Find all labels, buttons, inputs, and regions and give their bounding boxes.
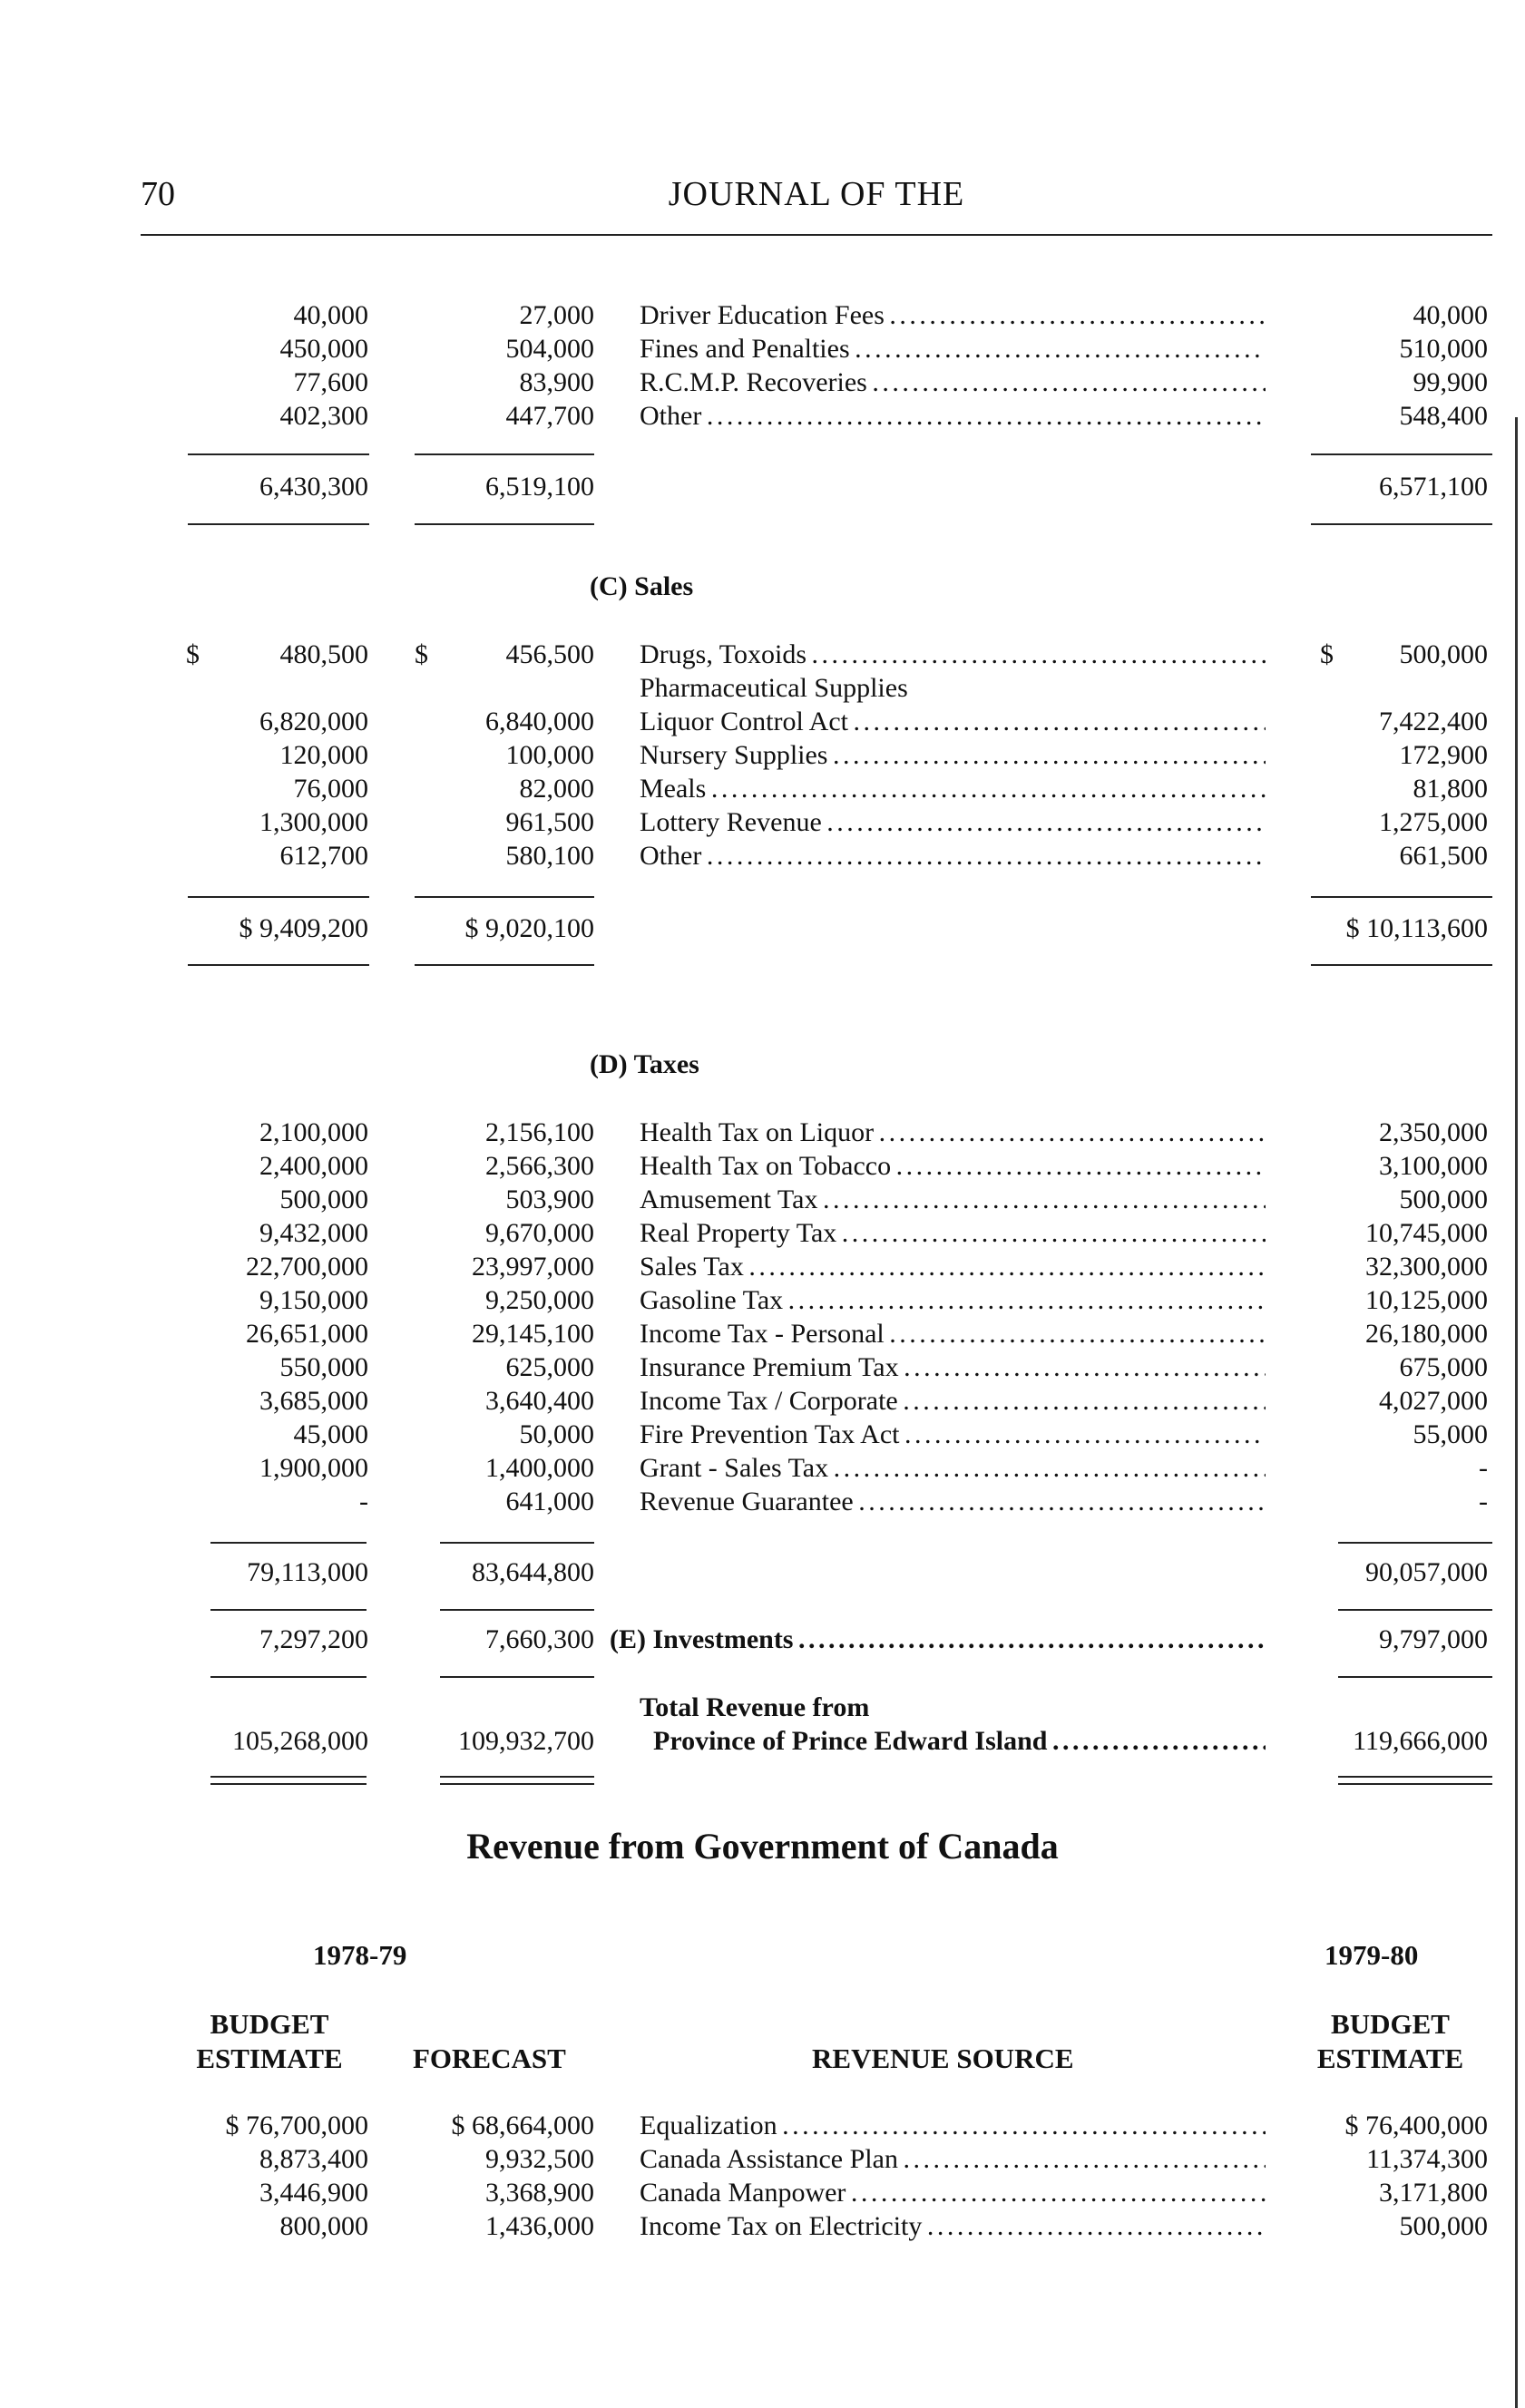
budget-cell: 3,685,000 — [259, 1386, 368, 1416]
source-label: Gasoline Tax . . . — [640, 1285, 1266, 1316]
budget-cell: 612,700 — [279, 841, 368, 871]
forecast-cell: 641,000 — [505, 1487, 594, 1516]
col-header-revenue-source: REVENUE SOURCE — [812, 2042, 1074, 2074]
forecast-cell: 580,100 — [505, 841, 594, 871]
budget-total: $ 9,409,200 — [239, 913, 368, 943]
source-label: Driver Education Fees . . . — [640, 300, 1266, 331]
forecast-cell: 504,000 — [505, 334, 594, 364]
section-c-total — [0, 913, 1525, 947]
forecast-cell: 447,700 — [505, 401, 594, 431]
source-label: Grant - Sales Tax . . . — [640, 1453, 1266, 1484]
forecast-cell: $ 68,664,000 — [451, 2111, 594, 2140]
source-label: Income Tax on Electricity . . . — [640, 2211, 1266, 2242]
estimate-cell: 4,027,000 — [1379, 1386, 1488, 1416]
estimate-cell: 11,374,300 — [1366, 2144, 1488, 2174]
estimate-cell: 675,000 — [1399, 1352, 1488, 1382]
double-rule — [440, 1776, 594, 1785]
forecast-cell: 3,640,400 — [485, 1386, 594, 1416]
forecast-cell: 961,500 — [505, 807, 594, 837]
table-row — [0, 807, 1525, 841]
forecast-total: 6,519,100 — [485, 472, 594, 502]
table-row — [0, 1487, 1525, 1520]
total-row — [0, 472, 1525, 505]
forecast-cell: 29,145,100 — [472, 1319, 594, 1349]
header-rule — [141, 234, 1492, 236]
table-row — [0, 639, 1525, 673]
total-row — [0, 1557, 1525, 1591]
source-label: Equalization . . . — [640, 2111, 1266, 2141]
col-header-line: ESTIMATE — [196, 2042, 343, 2074]
forecast-cell: 625,000 — [505, 1352, 594, 1382]
col-header-line: ESTIMATE — [1316, 2042, 1464, 2074]
double-rule — [1338, 1776, 1492, 1785]
forecast-cell: 9,670,000 — [485, 1218, 594, 1248]
table-row — [0, 1319, 1525, 1352]
budget-cell: 2,100,000 — [259, 1117, 368, 1147]
forecast-total: $ 9,020,100 — [464, 913, 594, 943]
estimate-cell: 10,125,000 — [1365, 1285, 1488, 1315]
estimate-cell: 32,300,000 — [1365, 1252, 1488, 1282]
budget-cell: 7,297,200 — [259, 1624, 368, 1654]
section-heading-sales: (C) Sales — [590, 571, 694, 601]
table-row — [0, 1252, 1525, 1285]
total-rule — [440, 1676, 594, 1678]
estimate-cell: - — [1479, 1487, 1488, 1516]
table-row — [0, 1285, 1525, 1319]
budget-cell: $ 76,700,000 — [225, 2111, 368, 2140]
subtotal-rule — [1311, 453, 1492, 455]
budget-cell: 3,446,900 — [259, 2178, 368, 2208]
grand-total-label-line2: Province of Prince Edward Island . . . — [653, 1726, 1266, 1757]
budget-grand-total: 105,268,000 — [232, 1726, 368, 1756]
forecast-cell: 1,436,000 — [485, 2211, 594, 2241]
table-row — [0, 2111, 1525, 2144]
estimate-cell: 3,171,800 — [1379, 2178, 1488, 2208]
total-rule — [210, 1676, 367, 1678]
forecast-cell: 27,000 — [519, 300, 594, 330]
estimate-total: 90,057,000 — [1365, 1557, 1488, 1587]
source-label: Meals . . . — [640, 774, 1266, 804]
forecast-grand-total: 109,932,700 — [458, 1726, 594, 1756]
table-row — [0, 1419, 1525, 1453]
table-row — [0, 1218, 1525, 1252]
estimate-cell: 661,500 — [1399, 841, 1488, 871]
table-row — [0, 300, 1525, 334]
source-label: Health Tax on Tobacco . . . — [640, 1151, 1266, 1182]
currency-sign: $ — [186, 639, 200, 669]
estimate-cell: 55,000 — [1413, 1419, 1488, 1449]
budget-cell: 76,000 — [293, 774, 368, 804]
section-e — [0, 1624, 1525, 1658]
forecast-cell: 9,250,000 — [485, 1285, 594, 1315]
col-header-line: BUDGET — [210, 2008, 329, 2040]
forecast-cell: 3,368,900 — [485, 2178, 594, 2208]
forecast-cell: 23,997,000 — [472, 1252, 594, 1282]
budget-cell: 402,300 — [279, 401, 368, 431]
source-label: Canada Assistance Plan . . . — [640, 2144, 1266, 2175]
total-rule — [1311, 964, 1492, 966]
subtotal-rule — [1311, 896, 1492, 898]
subtotal-rule — [440, 1542, 594, 1544]
year-label-right: 1979-80 — [1325, 1939, 1419, 1971]
table-row — [0, 401, 1525, 434]
budget-cell: - — [359, 1487, 368, 1516]
budget-cell: 550,000 — [279, 1352, 368, 1382]
source-label: Other . . . — [640, 401, 1266, 432]
subtotal-rule — [210, 1542, 367, 1544]
budget-cell: 6,820,000 — [259, 707, 368, 736]
estimate-cell: 1,275,000 — [1379, 807, 1488, 837]
canada-rows — [0, 2111, 1525, 2245]
estimate-total: $ 10,113,600 — [1345, 913, 1488, 943]
estimate-cell: 3,100,000 — [1379, 1151, 1488, 1181]
grand-total-label-line1: Total Revenue from — [640, 1692, 870, 1722]
source-label: Other . . . — [640, 841, 1266, 872]
source-label: Revenue Guarantee . . . — [640, 1487, 1266, 1517]
estimate-cell: 172,900 — [1399, 740, 1488, 770]
forecast-cell: 83,900 — [519, 367, 594, 397]
forecast-cell: 100,000 — [505, 740, 594, 770]
page-number: 70 — [141, 175, 175, 213]
table-row — [0, 2144, 1525, 2178]
section-d-total — [0, 1557, 1525, 1591]
total-rule — [440, 1609, 594, 1611]
table-row — [0, 1117, 1525, 1151]
table-row — [0, 1386, 1525, 1419]
estimate-cell: 500,000 — [1399, 639, 1488, 669]
source-label: Drugs, Toxoids . . . — [640, 639, 1266, 670]
budget-cell: 450,000 — [279, 334, 368, 364]
section-heading-taxes: (D) Taxes — [590, 1049, 699, 1079]
budget-cell: 1,300,000 — [259, 807, 368, 837]
source-label: Real Property Tax . . . — [640, 1218, 1266, 1249]
source-label: Nursery Supplies . . . — [640, 740, 1266, 771]
investments-label: (E) Investments . . . — [610, 1624, 1266, 1655]
estimate-cell: 99,900 — [1413, 367, 1488, 397]
year-label-left: 1978-79 — [313, 1939, 407, 1971]
forecast-cell: 503,900 — [505, 1185, 594, 1214]
grand-total-label-row — [0, 1692, 1525, 1726]
table-row — [0, 2211, 1525, 2245]
budget-cell: 9,150,000 — [259, 1285, 368, 1315]
budget-cell: 45,000 — [293, 1419, 368, 1449]
budget-cell: 40,000 — [293, 300, 368, 330]
forecast-cell: 456,500 — [505, 639, 594, 669]
col-header-budget-estimate-2 — [1306, 2007, 1474, 2076]
estimate-cell: 510,000 — [1399, 334, 1488, 364]
total-rule — [415, 964, 594, 966]
grand-total — [0, 1692, 1525, 1760]
estimate-cell: 500,000 — [1399, 2211, 1488, 2241]
table-row — [0, 1185, 1525, 1218]
table-row — [0, 1624, 1525, 1658]
source-label: Fire Prevention Tax Act . . . — [640, 1419, 1266, 1450]
forecast-cell: 50,000 — [519, 1419, 594, 1449]
budget-cell: 22,700,000 — [246, 1252, 368, 1282]
estimate-cell: 10,745,000 — [1365, 1218, 1488, 1248]
subtotal-rule — [188, 896, 369, 898]
total-rule — [1311, 523, 1492, 525]
table-row — [0, 334, 1525, 367]
running-head: JOURNAL OF THE — [668, 175, 965, 213]
forecast-cell: 2,156,100 — [485, 1117, 594, 1147]
total-rule — [210, 1609, 367, 1611]
forecast-total: 83,644,800 — [472, 1557, 594, 1587]
budget-cell: 1,900,000 — [259, 1453, 368, 1483]
budget-cell: 480,500 — [279, 639, 368, 669]
table-row — [0, 740, 1525, 774]
source-label: Lottery Revenue . . . — [640, 807, 1266, 838]
source-label: Income Tax - Personal . . . — [640, 1319, 1266, 1350]
total-rule — [188, 964, 369, 966]
subtotal-rule — [415, 896, 594, 898]
grand-total-row — [0, 1726, 1525, 1760]
table-row — [0, 1151, 1525, 1185]
estimate-cell: 500,000 — [1399, 1185, 1488, 1214]
col-header-line: BUDGET — [1331, 2008, 1450, 2040]
page-header — [141, 174, 1492, 214]
table-row — [0, 1453, 1525, 1487]
estimate-cell: 2,350,000 — [1379, 1117, 1488, 1147]
forecast-cell: 7,660,300 — [485, 1624, 594, 1654]
table-row — [0, 2178, 1525, 2211]
double-rule — [210, 1776, 367, 1785]
col-header-budget-estimate — [188, 2007, 351, 2076]
total-row — [0, 913, 1525, 947]
budget-total: 6,430,300 — [259, 472, 368, 502]
estimate-cell: - — [1479, 1453, 1488, 1483]
table-row — [0, 367, 1525, 401]
forecast-cell: 6,840,000 — [485, 707, 594, 736]
estimate-cell: 9,797,000 — [1379, 1624, 1488, 1654]
source-label: Fines and Penalties . . . — [640, 334, 1266, 365]
source-label: Sales Tax . . . — [640, 1252, 1266, 1282]
estimate-cell: 81,800 — [1413, 774, 1488, 804]
estimate-total: 6,571,100 — [1379, 472, 1488, 502]
forecast-cell: 82,000 — [519, 774, 594, 804]
table-row — [0, 673, 1525, 707]
forecast-cell: 2,566,300 — [485, 1151, 594, 1181]
table-row — [0, 707, 1525, 740]
col-header-forecast: FORECAST — [413, 2042, 566, 2074]
canada-section-title: Revenue from Government of Canada — [466, 1826, 1059, 1867]
budget-cell: 500,000 — [279, 1185, 368, 1214]
section-c-rows — [0, 639, 1525, 874]
budget-cell: 800,000 — [279, 2211, 368, 2241]
table-row — [0, 841, 1525, 874]
budget-cell: 8,873,400 — [259, 2144, 368, 2174]
source-label: Amusement Tax . . . — [640, 1185, 1266, 1215]
currency-sign: $ — [1320, 639, 1334, 669]
total-rule — [188, 523, 369, 525]
currency-sign: $ — [415, 639, 428, 669]
section-b-rows — [0, 300, 1525, 434]
subtotal-rule — [188, 453, 369, 455]
section-d-rows — [0, 1117, 1525, 1520]
table-row — [0, 1352, 1525, 1386]
table-row — [0, 774, 1525, 807]
budget-cell: 77,600 — [293, 367, 368, 397]
subtotal-rule — [415, 453, 594, 455]
budget-total: 79,113,000 — [247, 1557, 368, 1587]
estimate-cell: 7,422,400 — [1379, 707, 1488, 736]
source-label: Liquor Control Act . . . — [640, 707, 1266, 737]
source-label: R.C.M.P. Recoveries . . . — [640, 367, 1266, 398]
estimate-cell: 26,180,000 — [1365, 1319, 1488, 1349]
budget-cell: 9,432,000 — [259, 1218, 368, 1248]
budget-cell: 120,000 — [279, 740, 368, 770]
estimate-cell: 548,400 — [1399, 401, 1488, 431]
subtotal-rule — [1338, 1542, 1492, 1544]
source-label: Pharmaceutical Supplies — [640, 673, 908, 703]
total-rule — [1338, 1676, 1492, 1678]
source-label: Canada Manpower . . . — [640, 2178, 1266, 2208]
section-b-total — [0, 472, 1525, 505]
source-label: Insurance Premium Tax . . . — [640, 1352, 1266, 1383]
total-rule — [1338, 1609, 1492, 1611]
forecast-cell: 1,400,000 — [485, 1453, 594, 1483]
total-rule — [415, 523, 594, 525]
estimate-cell: 40,000 — [1413, 300, 1488, 330]
budget-cell: 2,400,000 — [259, 1151, 368, 1181]
budget-cell: 26,651,000 — [246, 1319, 368, 1349]
source-label: Health Tax on Liquor . . . — [640, 1117, 1266, 1148]
source-label: Income Tax / Corporate . . . — [640, 1386, 1266, 1417]
estimate-grand-total: 119,666,000 — [1353, 1726, 1488, 1756]
estimate-cell: $ 76,400,000 — [1344, 2111, 1488, 2140]
forecast-cell: 9,932,500 — [485, 2144, 594, 2174]
